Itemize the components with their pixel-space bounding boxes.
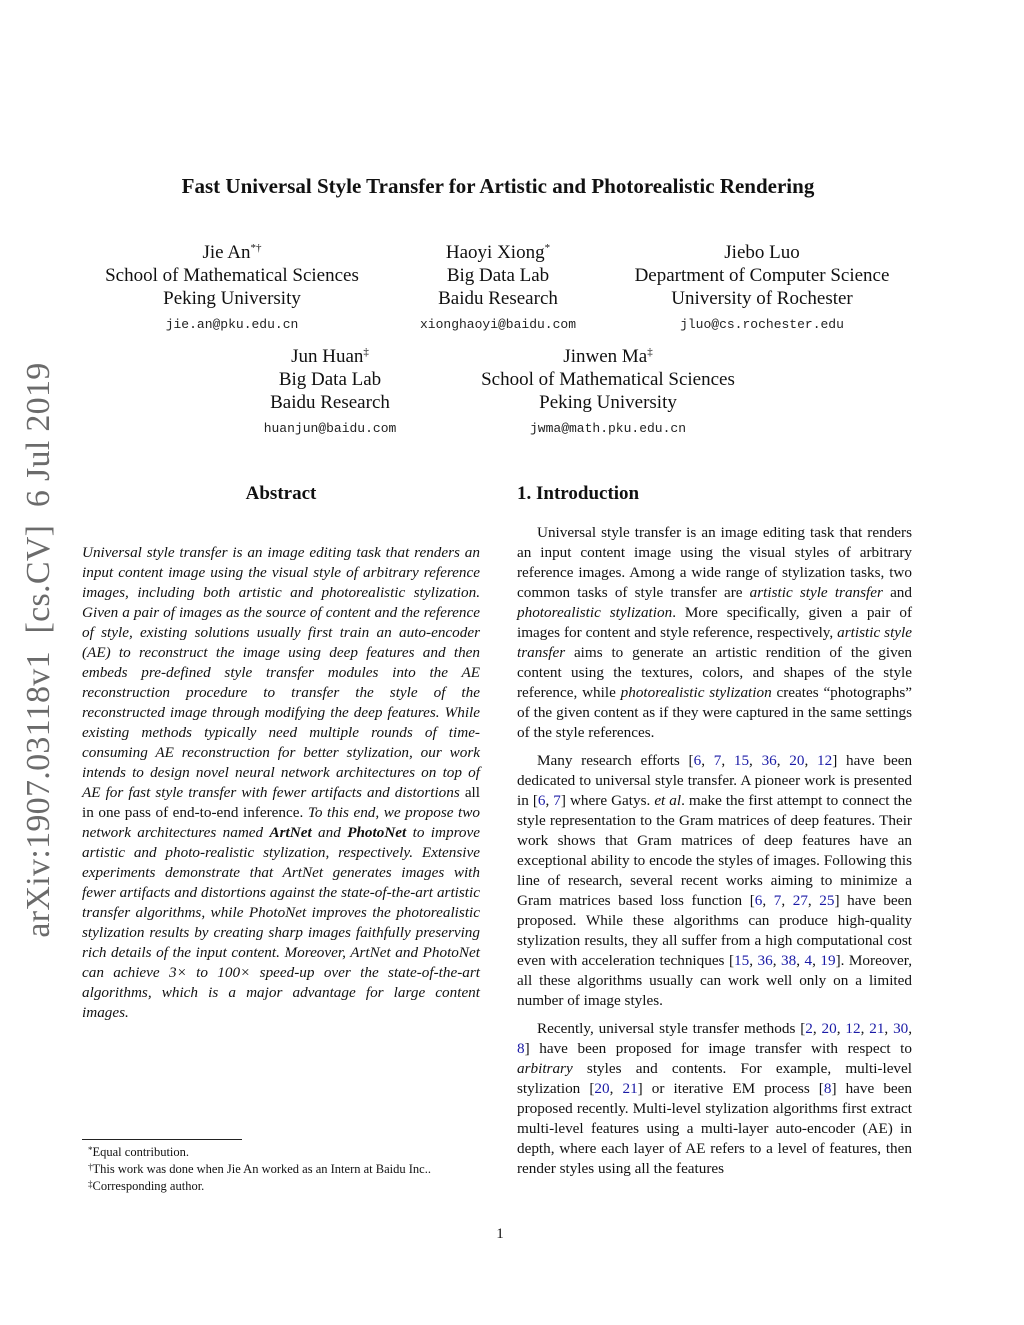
intro-paragraph-3: Recently, universal style transfer methods [2, 20, 12, 21, 30, 8] have been proposed for image transfer with respect to arbitrary styles and contents. For example, multi-level stylization [20, 21] or iterative EM process [8] have been proposed recently. Multi-level stylization algorithms first extract multi-level features using a multi-layer auto-encoder (AE) in depth, where each layer of AE refers to a level of features, then render styles using all the features — [517, 1020, 913, 1177]
author-institution: University of Rochester — [671, 288, 853, 309]
text: ] where Gatys. — [560, 792, 655, 809]
citation-link[interactable]: 7 — [713, 752, 722, 769]
abstract-heading: Abstract — [245, 483, 317, 504]
author-affiliation: Big Data Lab — [278, 369, 382, 390]
author-block — [82, 241, 382, 336]
author-email[interactable]: jie.an@pku.edu.cn — [165, 317, 299, 332]
author-name: Haoyi Xiong — [445, 242, 545, 263]
citation-link[interactable]: 6 — [537, 792, 546, 809]
footnote-text: Corresponding author. — [92, 1179, 205, 1193]
text: aims to generate an artistic rendition of the given content using the textures, colors, and shapes of the style reference, while — [517, 644, 912, 701]
author-affiliation: School of Mathematical Sciences — [481, 369, 735, 390]
citation-link[interactable]: 2 — [805, 1020, 813, 1037]
author-name: Jinwen Ma — [563, 346, 648, 367]
abstract-and: and — [311, 824, 348, 841]
et-al: et al — [654, 792, 682, 809]
footnote-mark: * — [88, 1145, 93, 1155]
footnote-mark: † — [88, 1162, 93, 1172]
term-photorealistic-stylization: photorealistic stylization — [517, 604, 673, 621]
text: styles and contents. For example, multi-level stylization [ — [517, 1060, 912, 1097]
footnote-text: This work was done when Jie An worked as an Intern at Baidu Inc.. — [92, 1162, 431, 1176]
abstract-text-2: all in one pass of end-to-end inference. — [82, 784, 480, 821]
author-marks: * — [544, 242, 551, 254]
term-photorealistic-stylization: photorealistic stylization — [620, 684, 772, 701]
text: Many research efforts [ — [537, 752, 694, 769]
author-name: Jiebo Luo — [724, 242, 800, 263]
citation-link[interactable]: 19 — [820, 952, 836, 969]
author-email[interactable]: jwma@math.pku.edu.cn — [529, 421, 687, 436]
author-institution: Peking University — [163, 288, 301, 309]
arxiv-stamp: arXiv:1907.03118v1 [cs.CV] 6 Jul 2019 — [20, 362, 57, 938]
abstract-body — [82, 543, 480, 1023]
text: . More specifically, given a pair of images for content and style reference, respectively, — [517, 604, 913, 641]
intro-paragraph-2: Many research efforts [6, 7, 15, 36, 20, 12] have been dedicated to universal style transfer. A pioneer work is presented in [6, 7] where Gatys. et al. make the first attempt to connect the style representation to the Gram matrices of deep features. Their work shows that Gram matrices of deep features have an exceptional ability to encode the styles of images. Following this line of research, several recent works aiming to minimize a Gram matrices based loss function [6, 7, 27, 25] have been proposed. While these algorithms can produce high-quality stylization results, they all suffer from a high computational cost even with acceleration techniques [15, 36, 38, 4, 19]. Moreover, all these algorithms usually can work well only on a limited number of image styles. — [517, 752, 913, 1009]
citation-link[interactable]: 20 — [821, 1020, 837, 1037]
citation-link[interactable]: 8 — [517, 1040, 525, 1057]
citation-link[interactable]: 21 — [869, 1020, 885, 1037]
author-name: Jun Huan — [291, 346, 364, 367]
author-email[interactable]: jluo@cs.rochester.edu — [680, 317, 844, 332]
term-artistic-style-transfer: artistic style transfer — [749, 584, 883, 601]
abstract-text-3: To this end, we propose two network architectures named — [82, 804, 480, 841]
text: Recently, universal style transfer methods [ — [537, 1020, 806, 1037]
photonet-name: PhotoNet — [347, 824, 407, 841]
author-institution: Peking University — [539, 392, 677, 413]
citation-link[interactable]: 15 — [734, 952, 750, 969]
page-number: 1 — [496, 1226, 504, 1242]
citation-link[interactable]: 25 — [819, 892, 835, 909]
citation-link[interactable]: 30 — [893, 1020, 909, 1037]
citation-link[interactable]: 15 — [733, 752, 750, 769]
intro-paragraph-1 — [517, 523, 912, 743]
author-institution: Baidu Research — [270, 392, 390, 413]
author-affiliation: School of Mathematical Sciences — [105, 265, 359, 286]
footnote — [88, 1178, 508, 1195]
artnet-name: ArtNet — [269, 824, 312, 841]
footnote-divider — [82, 1139, 242, 1140]
footnote-text: Equal contribution. — [92, 1145, 190, 1159]
author-email[interactable]: huanjun@baidu.com — [263, 421, 397, 436]
abstract-text-4: to improve artistic and photo-realistic stylization, respectively. Extensive experiments demonstrate that ArtNet generates images with fewer artifacts and distortions against the state-of-the-art artistic transfer algorithms, while PhotoNet improves the photorealistic stylization results by creating sharp images faithfully preserving rich details of the input content. Moreover, ArtNet and PhotoNet can achieve 3× to 100× speed-up over the state-of-the-art algorithms, which is a major advantage for large content images. — [82, 824, 480, 1021]
text: ] have been proposed. While these algorithms can produce high-quality stylization results, they all suffer from a high computational cost even with acceleration techniques [ — [517, 892, 913, 969]
author-name: Jie An — [202, 242, 251, 263]
text: and — [882, 584, 912, 601]
author-marks: *† — [250, 242, 262, 254]
term-arbitrary: arbitrary — [517, 1060, 573, 1077]
citation-link[interactable]: 38 — [781, 952, 797, 969]
citation-link[interactable]: 20 — [789, 752, 805, 769]
citation-link[interactable]: 7 — [553, 792, 561, 809]
citation-link[interactable]: 36 — [757, 952, 773, 969]
citation-link[interactable]: 6 — [754, 892, 763, 909]
citation-link[interactable]: 12 — [817, 752, 833, 769]
citation-link[interactable]: 4 — [804, 952, 813, 969]
footnote — [88, 1161, 508, 1178]
citation-link[interactable]: 8 — [823, 1080, 832, 1097]
text: ] or iterative EM process [ — [637, 1080, 824, 1097]
citation-link[interactable]: 7 — [773, 892, 782, 909]
footnotes — [88, 1144, 508, 1195]
author-block — [230, 345, 430, 440]
author-institution: Baidu Research — [438, 288, 558, 309]
author-marks: ‡ — [647, 346, 653, 358]
citation-link[interactable]: 36 — [761, 752, 777, 769]
author-affiliation: Big Data Lab — [446, 265, 550, 286]
footnote-mark: ‡ — [88, 1179, 93, 1189]
footnote — [88, 1144, 508, 1161]
citation-link[interactable]: 21 — [622, 1080, 638, 1097]
text: ]. Moreover, all these algorithms usually can work well only on a limited number of image styles. — [517, 952, 912, 1009]
text: Universal style transfer is an image editing task that renders an input content image using the visual styles of arbitrary reference images. Among a wide range of stylization tasks, two common tasks of style transfer are — [517, 524, 912, 601]
introduction-body — [517, 523, 912, 1187]
citation-link[interactable]: 6 — [693, 752, 702, 769]
text: . make the first attempt to connect the style representation to the Gram matrices of deep features. Their work shows that Gram matrices of deep features have an exceptional ability to encode the styles of images. Following this line of research, several recent works aiming to minimize a Gram matrices based loss function [ — [517, 792, 913, 909]
abstract-text-1: Universal style transfer is an image editing task that renders an input content image using the visual style of arbitrary reference images, including both artistic and photorealistic stylization. Given a pair of images as the source of content and the reference of style, existing solutions usually first train an auto-encoder (AE) to reconstruct the image using deep features and then embeds pre-defined style transfer modules into the AE reconstruction procedure to transfer the style of the reconstructed image through modifying the deep features. While existing methods typically need multiple rounds of time-consuming AE reconstruction for better stylization, our work intends to design novel neural network architectures on top of AE for fast style transfer with fewer artifacts and distortions — [82, 544, 480, 801]
text: ] have been proposed for image transfer with respect to — [524, 1040, 912, 1057]
author-block — [458, 345, 758, 440]
author-block — [612, 241, 912, 336]
text: ] have been proposed recently. Multi-level stylization algorithms first extract multi-level features using a multi-layer auto-encoder (AE) in depth, where each layer of AE refers to a level of features, then render styles using all the features — [517, 1080, 912, 1177]
author-email[interactable]: xionghaoyi@baidu.com — [419, 317, 577, 332]
citation-link[interactable]: 20 — [594, 1080, 610, 1097]
author-affiliation: Department of Computer Science — [634, 265, 890, 286]
author-block — [398, 241, 598, 336]
introduction-heading: 1. Introduction — [517, 483, 640, 504]
citation-link[interactable]: 27 — [792, 892, 808, 909]
text: ] have been dedicated to universal style transfer. A pioneer work is presented in [ — [517, 752, 913, 809]
citation-link[interactable]: 12 — [845, 1020, 861, 1037]
text: creates “photographs” of the given content as if they were captured in the same settings of the style references. — [517, 684, 913, 741]
paper-title: Fast Universal Style Transfer for Artistic and Photorealistic Rendering — [181, 174, 815, 198]
author-marks: ‡ — [363, 346, 369, 358]
term-artistic-style-transfer: artistic style transfer — [517, 624, 912, 661]
